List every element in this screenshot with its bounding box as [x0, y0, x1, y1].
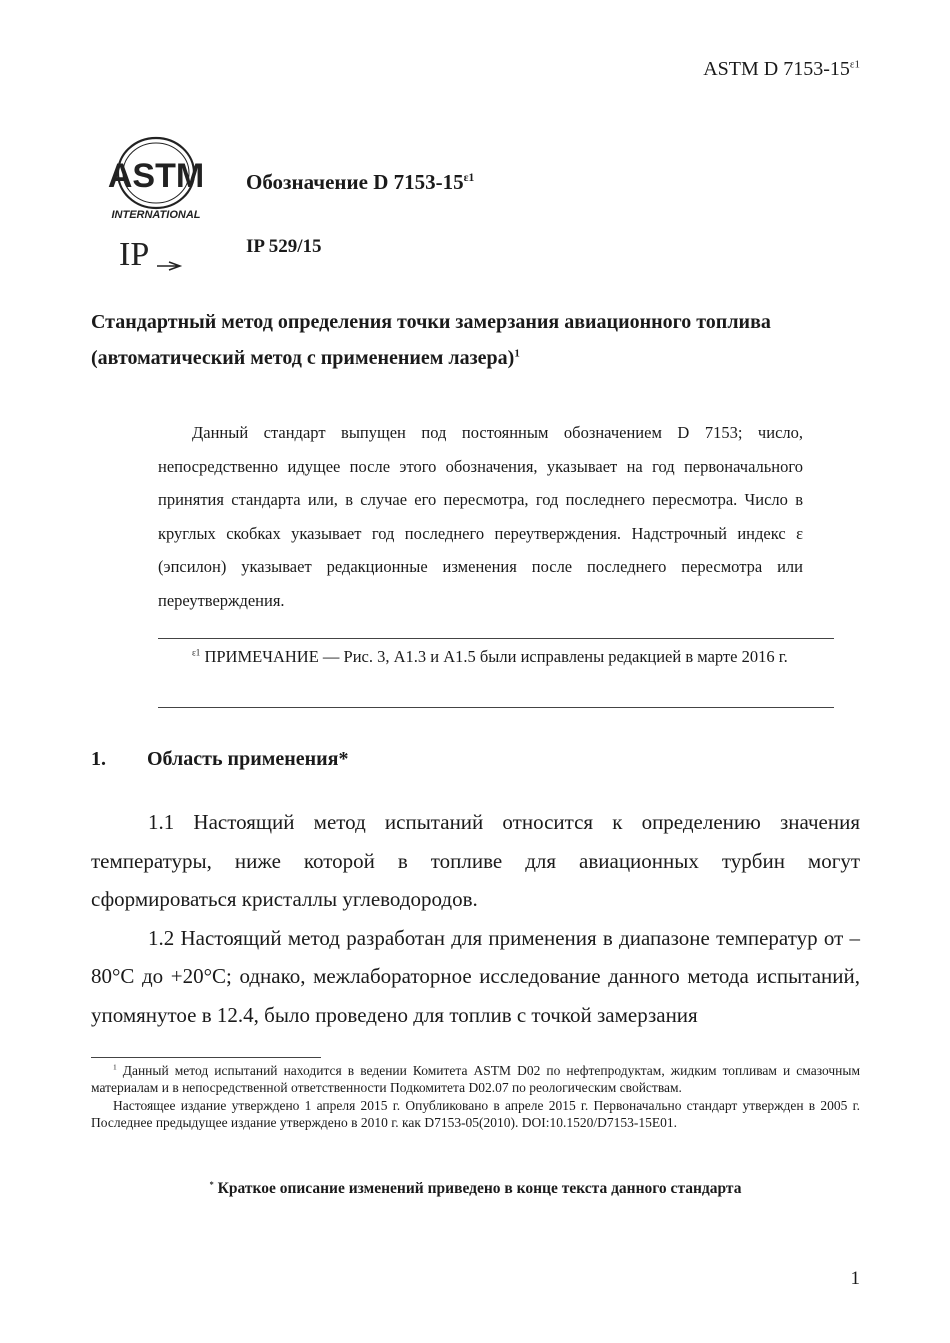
- footnote-1-sup: 1: [113, 1062, 117, 1072]
- title-line-2: [91, 340, 861, 376]
- designation-text: Обозначение D 7153-15: [246, 170, 464, 194]
- footnote-1: [91, 1063, 860, 1096]
- ip-logo-letters: IP: [119, 236, 150, 272]
- paragraph-1-1: 1.1 Настоящий метод испытаний относится к определению значения температуры, ниже которой в топливе для авиационных турбин могут сформироваться кристаллы углеводородов.: [91, 810, 860, 911]
- note-top-rule: [158, 638, 834, 639]
- title-line-1: Стандартный метод определения точки замерзания авиационного топлива: [91, 311, 771, 333]
- note-paragraph: [166, 641, 827, 673]
- intro-paragraph: Данный стандарт выпущен под постоянным обозначением D 7153; число, непосредственно идущее после этого обозначения, указывает на год первоначального принятия стандарта или, в случае его пересмотра, год последнего пересмотра. Число в круглых скобках указывает год последнего переутверждения. Надстрочный индекс ε (эпсилон) указывает редакционные изменения после последнего пересмотра или переутверждения.: [158, 423, 803, 610]
- title-footnote-ref: 1: [514, 347, 520, 360]
- ip-logo: [117, 232, 183, 272]
- paragraph-1-2: 1.2 Настоящий метод разработан для применения в диапазоне температур от –80°C до +20°C; однако, межлабораторное исследование данного метода испытаний, упомянутое в 12.4, было проведено для топлив с точкой замерзания: [91, 925, 860, 1027]
- astm-logo-letters: ASTM: [108, 157, 205, 195]
- section-body: [91, 803, 860, 1034]
- title-line-2-text: (автоматический метод с применением лазера): [91, 347, 515, 369]
- summary-note-text: Краткое описание изменений приведено в конце текста данного стандарта: [213, 1180, 742, 1197]
- header-code-sup: ε1: [849, 58, 860, 71]
- designation-sup: ε1: [463, 172, 475, 184]
- note-sup: ε1: [192, 647, 201, 658]
- note-bottom-rule: [158, 707, 834, 708]
- footnote-2: [91, 1098, 860, 1131]
- note-text: ПРИМЕЧАНИЕ — Рис. 3, A1.3 и A1.5 были исправлены редакцией в марте 2016 г.: [200, 647, 788, 666]
- designation: [246, 170, 474, 195]
- footnote-separator: [91, 1057, 321, 1058]
- section-heading: [91, 748, 349, 771]
- section-number: 1.: [91, 748, 106, 770]
- footnote-1-text: Данный метод испытаний находится в ведении Комитета ASTM D02 по нефтепродуктам, жидким топливам и смазочным материалам и в непосредственной ответственности Подкомитета D02.07 по реологическим свойствам.: [91, 1063, 860, 1095]
- summary-note: [91, 1180, 860, 1198]
- summary-note-sup: *: [209, 1178, 214, 1189]
- ip-number: IP 529/15: [246, 236, 322, 257]
- intro-block: [158, 416, 803, 617]
- astm-logo-text: INTERNATIONAL: [111, 209, 201, 221]
- editorial-note: [166, 641, 827, 673]
- header-standard-code: [703, 58, 860, 81]
- section-title: Область применения*: [147, 748, 349, 770]
- footnote-2-text: Настоящее издание утверждено 1 апреля 2015 г. Опубликовано в апреле 2015 г. Первоначально стандарт утвержден в 2005 г. Последнее предыдущее издание утверждено в 2010 г. как D7153-05(2010). DOI:10.1520/D7153-15E01.: [91, 1098, 860, 1130]
- astm-logo: [108, 135, 210, 223]
- document-title: [91, 304, 861, 376]
- page-number: 1: [850, 1268, 860, 1289]
- header-code-text: ASTM D 7153-15: [703, 58, 850, 80]
- footnotes: [91, 1063, 860, 1131]
